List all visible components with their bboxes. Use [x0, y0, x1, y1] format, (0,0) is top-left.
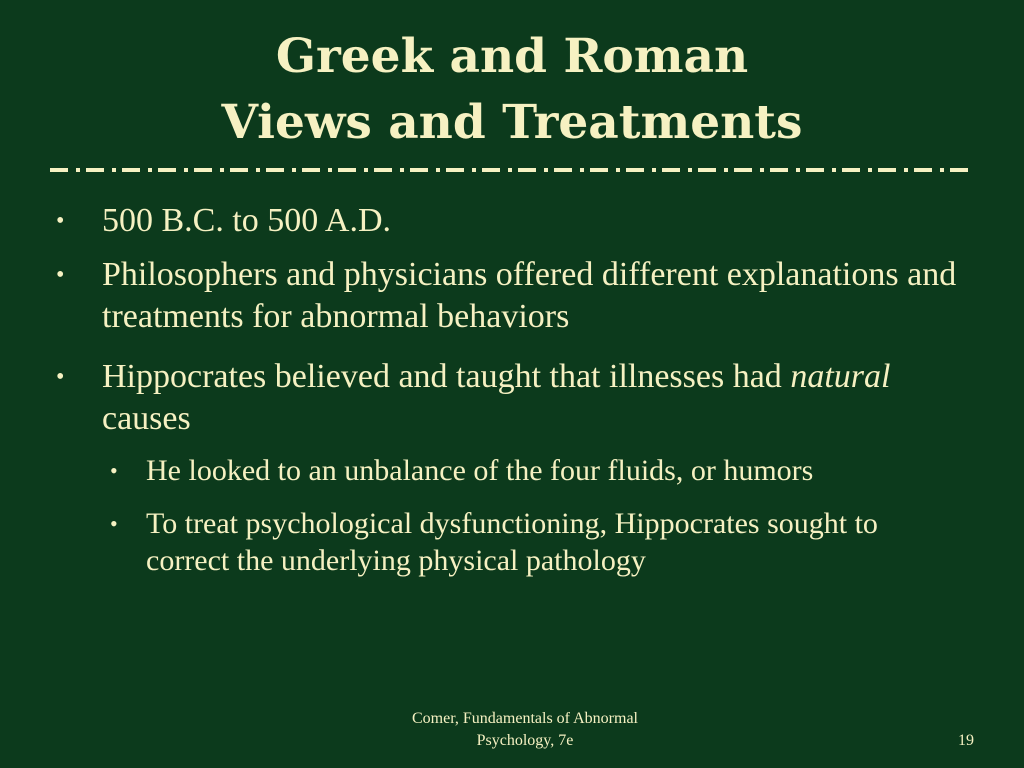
slide-title-line-2: Views and Treatments	[221, 95, 803, 150]
sub-bullet-text: He looked to an unbalance of the four fluids, or humors	[146, 454, 814, 487]
bullet-text-pre: Hippocrates believed and taught that illnesses had	[102, 358, 791, 395]
bullet-text-emphasis: natural	[790, 358, 891, 395]
dash-dot-divider-line	[50, 166, 974, 174]
slide-title	[0, 24, 1024, 156]
page-number: 19	[958, 732, 974, 749]
footer-citation	[360, 708, 690, 752]
bullet-dot-icon: •	[56, 208, 65, 234]
sub-bullet-text: To treat psychological dysfunctioning, Hippocrates sought to correct the underlying physical pathology	[146, 507, 878, 577]
title-divider	[50, 166, 974, 174]
bullet-dot-icon: •	[56, 364, 65, 390]
bullet-text-post: causes	[102, 400, 191, 437]
sub-bullet-item-2	[0, 505, 1024, 579]
sub-bullet-item-1	[0, 452, 1024, 489]
bullet-item-1	[0, 200, 1024, 242]
footer-line-2: Psychology, 7e	[476, 732, 574, 749]
bullet-dot-icon: •	[56, 262, 65, 288]
bullet-text: Philosophers and physicians offered different explanations and treatments for abnormal behaviors	[102, 256, 957, 335]
sub-bullet-dot-icon: •	[110, 511, 118, 536]
sub-bullet-dot-icon: •	[110, 458, 118, 483]
slide-title-line-1: Greek and Roman	[275, 29, 749, 84]
footer-line-1: Comer, Fundamentals of Abnormal	[412, 710, 638, 727]
bullet-text: 500 B.C. to 500 A.D.	[102, 202, 392, 239]
bullet-item-3	[0, 356, 1024, 440]
bullet-item-2	[0, 254, 1024, 338]
slide-content	[0, 200, 1024, 595]
